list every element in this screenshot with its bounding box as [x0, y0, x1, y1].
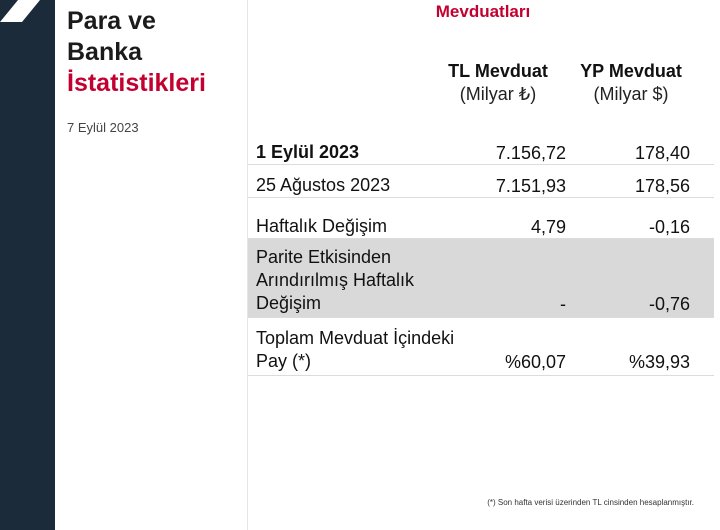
- row-label: 1 Eylül 2023: [248, 138, 456, 165]
- page-title-main: Mevduatları: [435, 2, 531, 21]
- yp-value: %39,93: [590, 318, 714, 376]
- chevron-icon: [0, 0, 55, 40]
- tl-value: 7.156,72: [456, 138, 590, 165]
- column-header-yp: [566, 60, 696, 106]
- brand-title-line1: Para ve: [67, 7, 156, 35]
- row-label: Parite Etkisinden Arındırılmış Haftalık Değişim: [248, 239, 456, 318]
- row-label: 25 Ağustos 2023: [248, 165, 456, 198]
- table-row: [248, 165, 714, 198]
- publish-date: 7 Eylül 2023: [67, 120, 139, 135]
- left-dark-bar: [0, 0, 55, 530]
- tl-value: %60,07: [456, 318, 590, 376]
- yp-value: -0,16: [590, 198, 714, 239]
- footnote: (*) Son hafta verisi üzerinden TL cinsinden hesaplanmıştır.: [487, 498, 694, 507]
- main-content: [248, 0, 720, 530]
- column-header-tl: [433, 60, 563, 106]
- brand-title-line3: İstatistikleri: [67, 69, 206, 97]
- tl-value: -: [456, 239, 590, 318]
- column-header-yp-unit: (Milyar $): [593, 84, 669, 104]
- tl-value: 7.151,93: [456, 165, 590, 198]
- row-label: Toplam Mevduat İçindeki Pay (*): [248, 318, 456, 376]
- brand-title-line2: Banka: [67, 38, 143, 66]
- table-row: [248, 198, 714, 239]
- column-header-tl-title: TL Mevduat: [448, 61, 548, 81]
- table-row: [248, 318, 714, 376]
- column-header-yp-title: YP Mevduat: [580, 61, 682, 81]
- yp-value: -0,76: [590, 239, 714, 318]
- table-row: [248, 138, 714, 165]
- deposits-table: [248, 138, 714, 376]
- table-row-highlighted: [248, 239, 714, 318]
- yp-value: 178,56: [590, 165, 714, 198]
- page-title: [248, 0, 718, 22]
- column-header-tl-unit: (Milyar ₺): [459, 84, 537, 104]
- sidebar: [55, 0, 248, 530]
- brand-title: [67, 6, 206, 99]
- row-label: Haftalık Değişim: [248, 198, 456, 239]
- yp-value: 178,40: [590, 138, 714, 165]
- tl-value: 4,79: [456, 198, 590, 239]
